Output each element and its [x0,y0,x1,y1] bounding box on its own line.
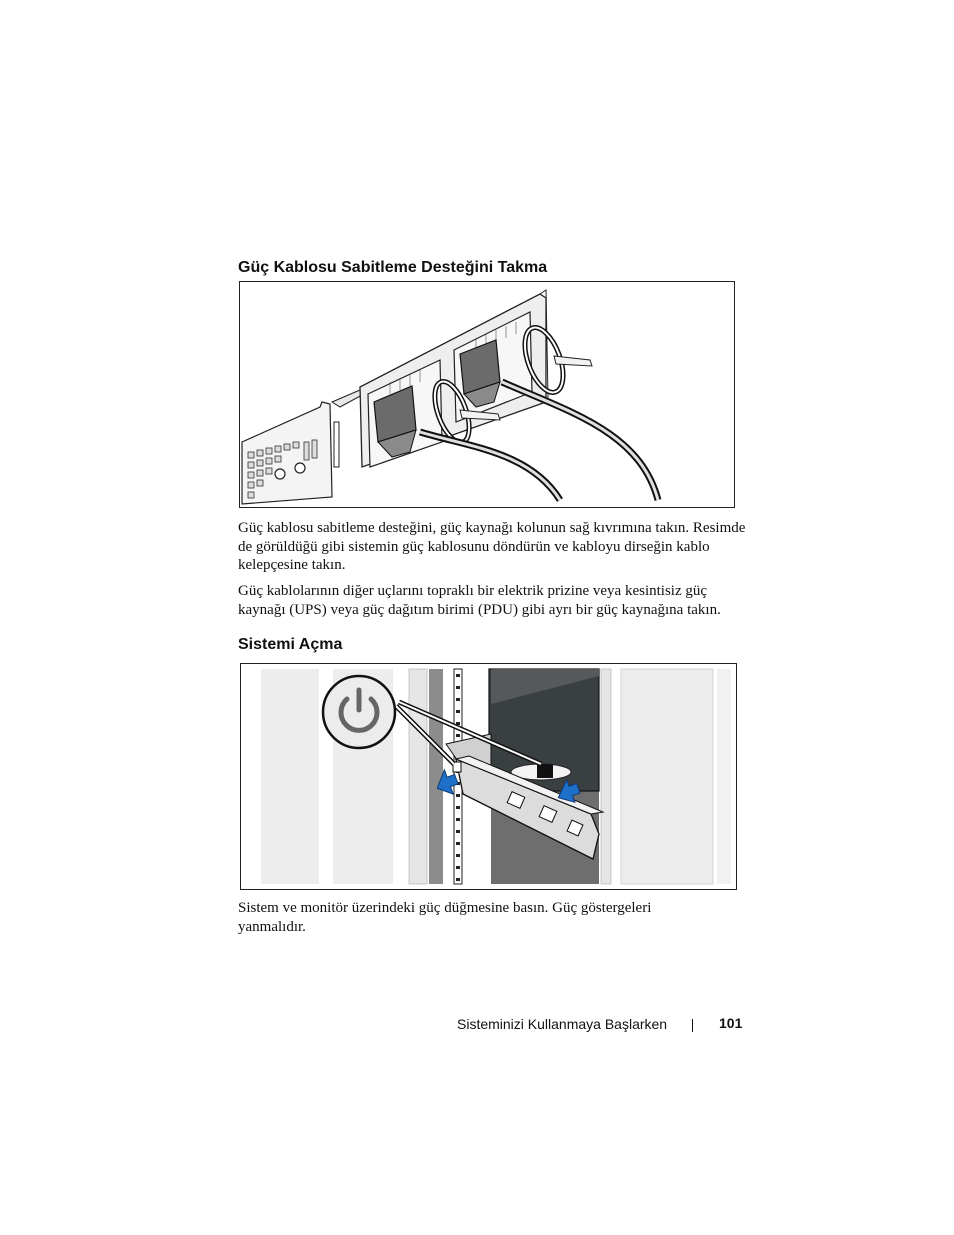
power-on-illustration [241,664,736,889]
page-number: 101 [719,1015,743,1031]
instruction-paragraph: Güç kablolarının diğer uçlarını topraklı bir elektrik prizine veya kesintisiz güç kaynağı (UPS) veya güç dağıtım birimi (PDU) gibi ayrı bir güç kaynağına takın. [238,583,721,618]
footer-chapter-title: Sisteminizi Kullanmaya Başlarken [457,1016,668,1032]
instruction-paragraph: Sistem ve monitör üzerindeki güç düğmesine basın. Güç göstergeleri yanmalıdır. [238,900,652,935]
section-heading-power-cord-bracket: Güç Kablosu Sabitleme Desteğini Takma [238,259,548,276]
figure-power-on-system [240,663,737,890]
instruction-paragraph: Güç kablosu sabitleme desteğini, güç kaynağı kolunun sağ kıvrımına takın. Resimde de görüldüğü gibi sistemin güç kablosunu döndürün ve kabloyu dirseğin kablo kelepçesine takın. [238,520,746,573]
power-supply-illustration [240,282,734,507]
footer-separator [692,1019,693,1032]
section-heading-power-on: Sistemi Açma [238,636,343,653]
figure-power-cord-retention [239,281,735,508]
